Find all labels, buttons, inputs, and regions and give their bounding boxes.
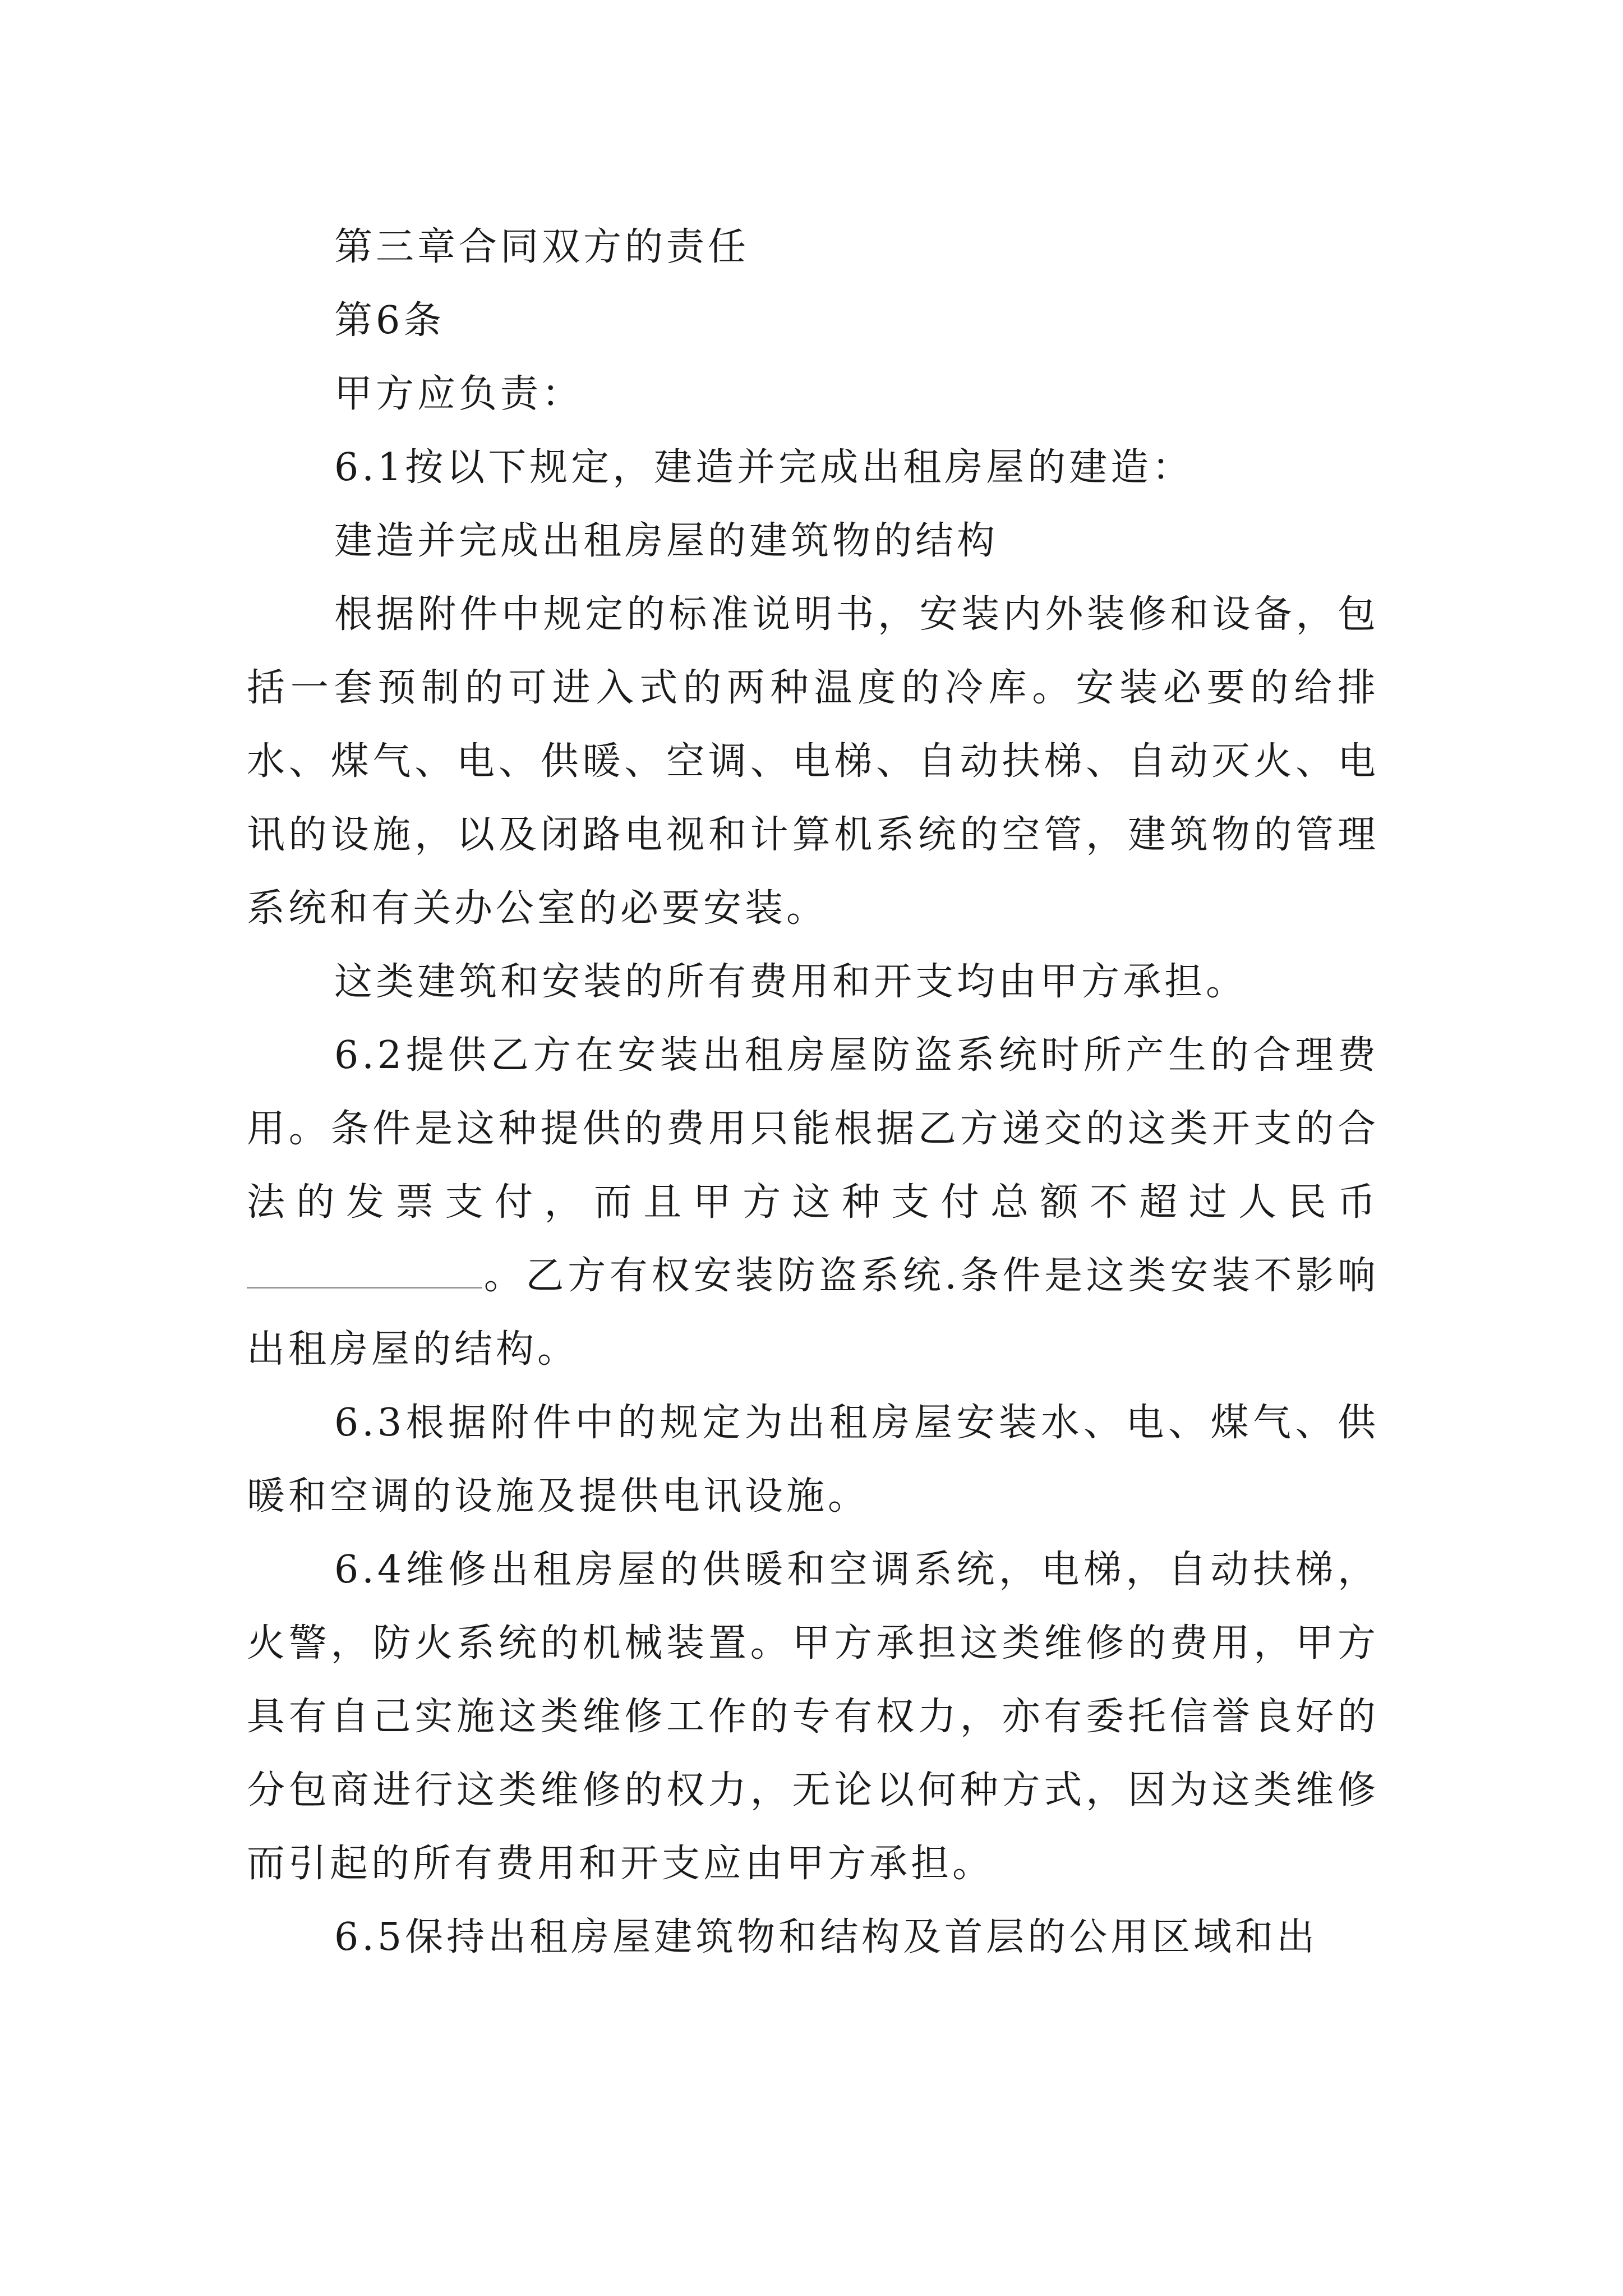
clause-6-2-part2: 。乙方有权安装防盗系统.条件是这类安装不影响出租房屋的结构。: [247, 1254, 1379, 1372]
clause-6-5-start: 6.5保持出租房屋建筑物和结构及首层的公用区域和出: [334, 1915, 1318, 1959]
amount-blank-line: [247, 1285, 482, 1289]
clause-6-1-intro: 6.1按以下规定，建造并完成出租房屋的建造：: [334, 445, 1194, 490]
clause-6-4: 6.4维修出租房屋的供暖和空调系统，电梯，自动扶梯，火警，防火系统的机械装置。甲方承担这类维修的费用，甲方具有自己实施这类维修工作的专有权力，亦有委托信誉良好的分包商进行这类维修的权力，无论以何种方式，因为这类维修而引起的所有费用和开支应由甲方承担。: [247, 1548, 1379, 1886]
clause-6-1-structure: 建造并完成出租房屋的建筑物的结构: [334, 519, 999, 563]
clause-6-2-part1: 6.2提供乙方在安装出租房屋防盗系统时所产生的合理费用。条件是这种提供的费用只能根据乙方递交的这类开支的合法的发票支付，而且甲方这种支付总额不超过人民币: [247, 1033, 1379, 1225]
clause-6-2: [247, 1019, 1379, 1386]
party-duty-intro: 甲方应负责：: [334, 372, 584, 416]
chapter-title: 第三章合同双方的责任: [334, 225, 750, 269]
article-title: 第6条: [334, 298, 445, 343]
clause-6-3: 6.3根据附件中的规定为出租房屋安装水、电、煤气、供暖和空调的设施及提供电讯设施。: [247, 1401, 1379, 1519]
clause-6-1-cost: 这类建筑和安装的所有费用和开支均由甲方承担。: [334, 960, 1248, 1004]
clause-6-1-install: 根据附件中规定的标准说明书，安装内外装修和设备，包括一套预制的可进入式的两种温度的冷库。安装必要的给排水、煤气、电、供暖、空调、电梯、自动扶梯、自动灭火、电讯的设施，以及闭路电视和计算机系统的空管，建筑物的管理系统和有关办公室的必要安装。: [247, 592, 1379, 931]
